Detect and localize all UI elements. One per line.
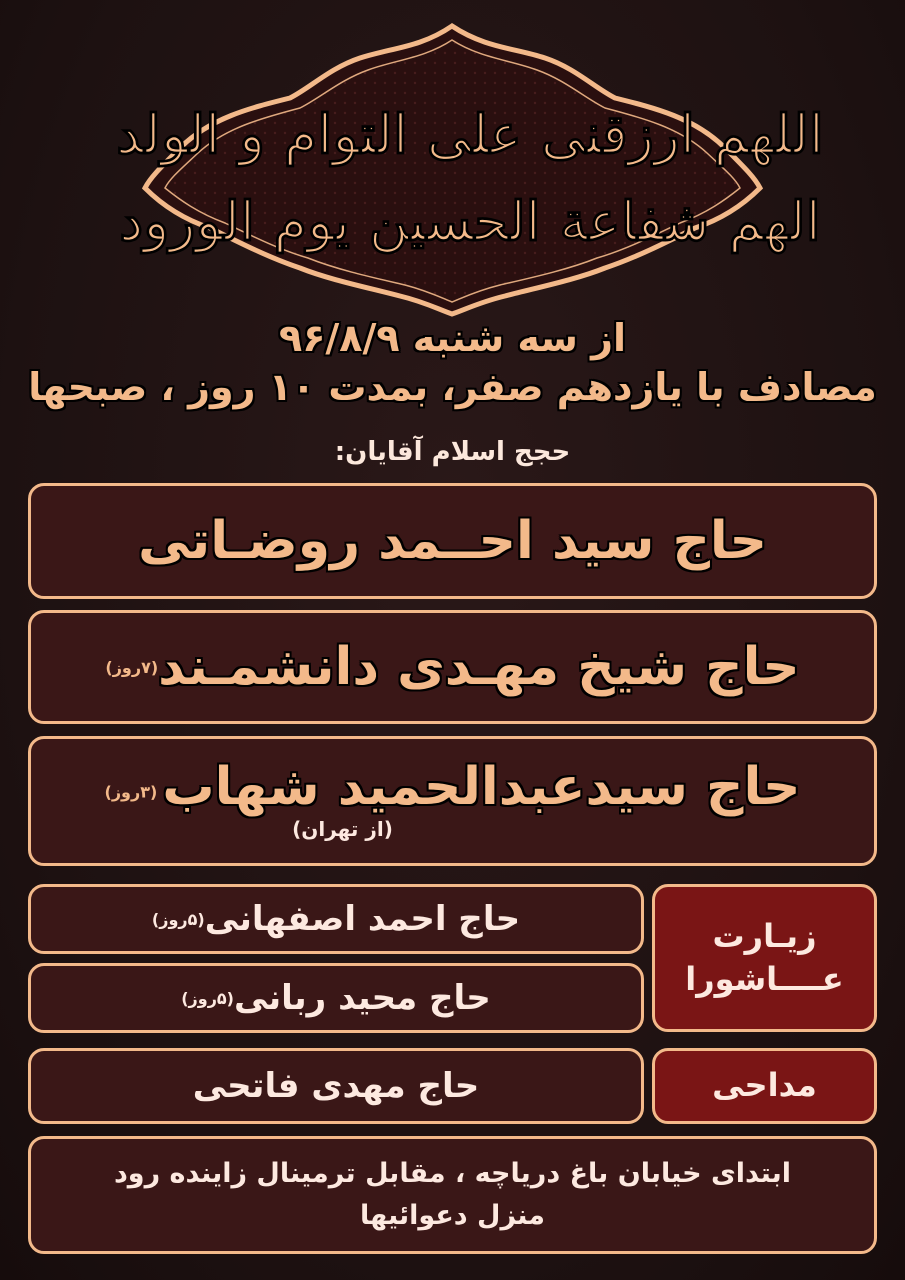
speaker-name: حاج سیدعبدالحمید شهاب — [162, 757, 801, 817]
clergy-heading: حجج اسلام آقایان: — [334, 437, 571, 467]
reciter-name: حاج محید ربانی — [233, 978, 491, 1018]
calligraphy-emblem — [116, 18, 824, 318]
speaker-box-2 — [28, 610, 877, 724]
speaker-note: (از تهران) — [292, 817, 393, 841]
address-box — [28, 1136, 877, 1254]
maddahi-label-text: مداحی — [712, 1066, 817, 1105]
ziarat-label-line1: زیـارت — [712, 916, 817, 955]
ziarat-ashura-label — [652, 884, 877, 1032]
occasion-line: مصادف با یازدهم صفر، بمدت ۱۰ روز ، صبحها — [28, 365, 877, 409]
speaker-box-1 — [28, 483, 877, 599]
speaker-box-3 — [28, 736, 877, 866]
date-line: از سه شنبه ۹۶/۸/۹ — [279, 316, 626, 360]
maddahi-box — [28, 1048, 644, 1124]
maddah-name: حاج مهدی فاتحی — [192, 1066, 480, 1106]
address-line2: منزل دعوائیها — [360, 1200, 545, 1231]
speaker-name: حاج شیخ مهـدی دانشمـند — [158, 637, 800, 697]
reciter-box-2 — [28, 963, 644, 1033]
reciter-name: حاج احمد اصفهانی — [204, 899, 521, 939]
calligraphy-line-top: اللهم ارزقنی علی التوام و الولد — [116, 102, 824, 166]
reciter-days: (۵روز) — [181, 988, 234, 1008]
speaker-name: حاج سید احــمد روضـاتی — [138, 511, 767, 571]
reciter-days: (۵روز) — [151, 909, 205, 929]
address-line1: ابتدای خیابان باغ دریاچه ، مقابل ترمینال زاینده رود — [113, 1158, 792, 1190]
calligraphy-line-bottom: الهم شفاعة الحسين يوم الورود — [119, 189, 821, 253]
speaker-days: (۳روز) — [104, 782, 158, 802]
speaker-days: (۷روز) — [105, 657, 159, 677]
reciter-box-1 — [28, 884, 644, 954]
maddahi-label — [652, 1048, 877, 1124]
ziarat-label-line2: عــــاشورا — [685, 960, 844, 998]
